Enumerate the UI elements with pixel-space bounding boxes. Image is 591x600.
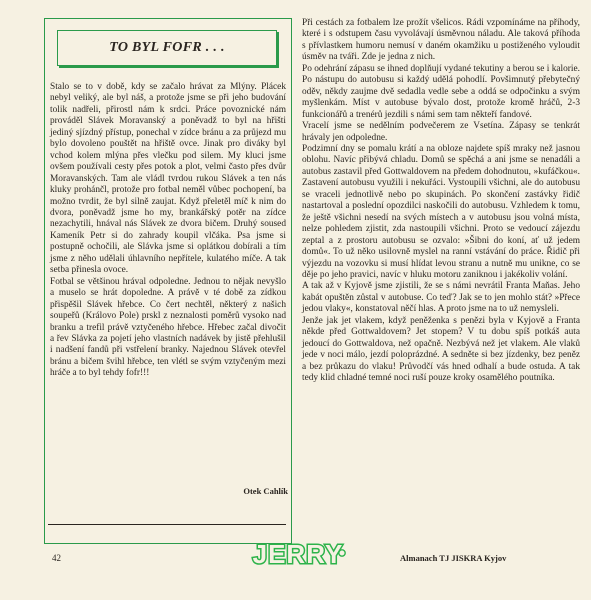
- article-title: TO BYL FOFR . . .: [57, 30, 277, 66]
- right-paragraph-3: Vracelí jsme se nedělním podvečerem ze Vsetína. Zápasy se tenkrát hrávaly jen odpoledne.: [302, 121, 580, 143]
- right-paragraph-1: Při cestách za fotbalem lze prožít všelicos. Rádi vzpomínáme na příhody, které i s odstupem času vyvolávají úsměvnou náladu. Ale taková příhoda s přívlastkem humoru nemusí v daném okamžiku u postiženého vyloudit úsměv na tváři. Zde je jedna z nich.: [302, 18, 580, 63]
- right-paragraph-5: A tak až v Kyjově jsme zjistili, že se s námi nevrátil Franta Maňas. Jeho kabát opuštěn zůstal v autobuse. Co teď? Jak se to jen mohlo stát? »Přece jedou vlaky«, konstatoval něčí hlas. A proto jsme na to už nemysleli.: [302, 281, 580, 315]
- left-column: [50, 82, 286, 380]
- publication-name: Almanach TJ JISKRA Kyjov: [400, 553, 507, 563]
- column-separator: [48, 524, 286, 525]
- right-paragraph-6: Jenže jak jet vlakem, když peněženka s penězi byla v Kyjově a Franta někde před Gottwaldovem? Jet stopem? V tu dobu spíš potkáš auta jedoucí do Gottwaldova, než opačně. Nezbývá než jet vlakem. Ale vlaků jede v noci málo, jezdí poloprázdné. A sedněte si bez jízdenky, bez peněz a bez průkazu do vlaku! Průvodčí vás hned odhalí a bude ostuda. A tak tedy klid chladné temné noci ruší pouze kroky osamělého poutníka.: [302, 315, 580, 384]
- left-paragraph-1: Stalo se to v době, kdy se začalo hrávat za Mlýny. Plácek nebyl veliký, ale byl náš, a protože jsme se při jeho budování tolik nadřeli, přirostl nám k srdci. Práce povoznické nám prováděl Slávek Moravanský a poněvadž to byl na hřišti jediný sjízdný přístup, ponechal v zídce bránu a za průjezd mu bylo dovoleno pouštět na hřiště ovce. Jinak pro diváky byl vchod kolem mlýna přes vlečku pod silem. My kluci jsme ovšem používali cesty přes potok a plot, velmi často přes dvůr Moravanských. Tam ale vládl tvrdou rukou Slávek a ten nás kluky prohánčl, protože pro fotbal neměl vůbec pochopení, ba možno tvrdit, že byl silně zaujat. Když přeletěl míč k nim do dvora, poněvadž jsme ho my, brankářský potěr na zídce nezachytili, hnával nás Slávek ze dvora bičem. Druhý soused Kameník Petr si do zahrady koupil vlčáka. Psa jsme si postupně ochočili, ale Slávka jsme si oplátkou dobírali a tím jsme z něho udělali úhlavního nepřítele, kulatého míče. A tak setba přinesla ovoce.: [50, 82, 286, 276]
- jerry-logo: [250, 539, 346, 569]
- left-paragraph-2: Fotbal se většinou hrával odpoledne. Jednou to nějak nevyšlo a muselo se hrát dopoledne. A právě v té době za zídkou přispěšil Slávek hřebce. Co čert nechtěl, některý z našich soupeřů (Královo Pole) prskl z neznalosti poměrů vysoko nad branku a trefil právě vztyčeného hřebce. Hřebec začal divočit a řev Slávka za pojetí jeho vlastních nadávek by jistě přehlušil i nadšení fandů při vstřelení branky. Najednou Slávek otevřel bránu a bičem švihl hřebce, ten vlétl se svým vztyčeným mezi hráče a to byl tehdy fofr!!!: [50, 276, 286, 379]
- right-paragraph-4: Podzimní dny se pomalu krátí a na obloze najdete spíš mraky než jasnou oblohu. Navíc přibývá chladu. Domů se spěchá a ani jsme se nenadáli a autobus zastavil před Gottwaldovem na předem dohodnutou, »kufáčkou«. Zastavení autobusu využili i nekuřáci. Vystoupili všichni, ale do autobusu se vraceli jednotlivě nebo po skupinách. Po skončení zastávky řidič nastartoval a poslední opozdilci naskočili do autobusu. Vzhledem k tomu, že ještě všichni nesedí na svých místech a v autobusu jsou volná místa, nelze pohledem zjistit, zda nastoupili všichni. Proto se vedoucí zájezdu zeptal a z prostoru autobusu se ozvalo: »Šibni do koní, ať už jedem domů«. To už něko usilovně myslel na ranní vstávání do práce. Řidič při výjezdu na vozovku si musí hlídat levou stranu a nutně mu unikne, co se děje po jeho pravici, navíc v hluku motoru zaniknou i jakékoliv volání.: [302, 143, 580, 280]
- page-number: 42: [52, 553, 61, 563]
- right-paragraph-2: Po odehrání zápasu se ihned doplňují vydané tekutiny a berou se i kalorie. Po nástupu do autobusu si každý udělá pohodlí. Povšimnutý přebytečný oděv, někdy zaujme dvě sedadla vedle sebe a oddá se odpočinku a svým myšlenkám. Míst v autobuse bývalo dost, protože kromě hráčů, 2-3 funkcionářů a trenérů jezdili s námi sem tam někteří fandové.: [302, 63, 580, 120]
- jerry-logo-text: JERRY: [252, 539, 344, 569]
- author-signature: Otek Cahlík: [243, 486, 288, 496]
- right-column: [302, 18, 580, 385]
